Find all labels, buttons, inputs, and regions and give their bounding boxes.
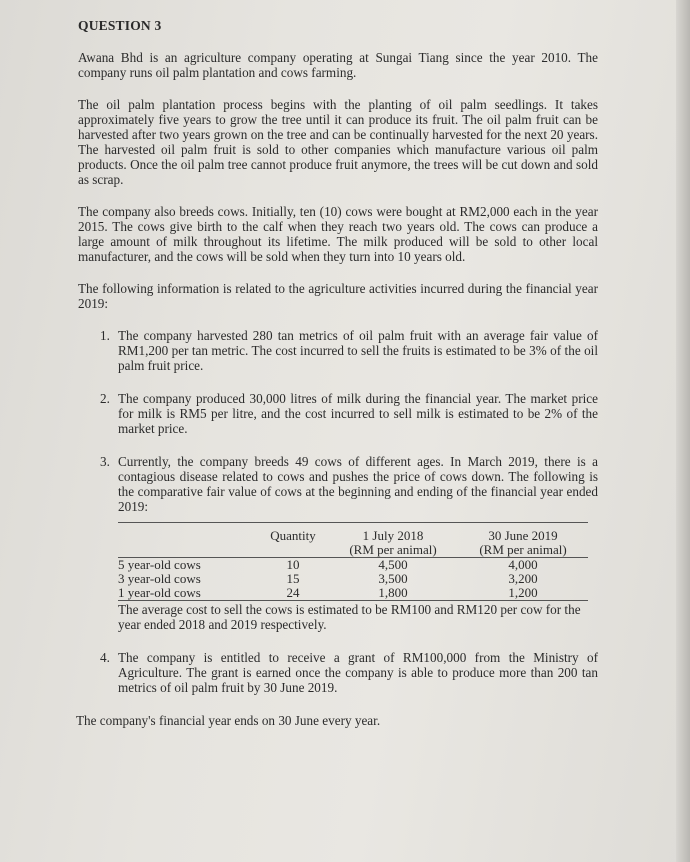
table-header-row [118, 522, 588, 543]
paper-edge [676, 0, 690, 862]
table-cell: 24 [286, 585, 300, 600]
item-number: 4. [100, 650, 110, 665]
list-item [78, 454, 598, 514]
table-row [118, 572, 588, 586]
table-cell: 3,200 [508, 571, 538, 586]
question-title: QUESTION 3 [78, 18, 162, 33]
item-text: Currently, the company breeds 49 cows of different ages. In March 2019, there is a contagious disease related to cows and pushes the price of cows down. The following is the comparative fair value of cows at the beginning and ending of the financial year ended 2019: [118, 454, 598, 514]
list-item [78, 328, 598, 373]
item-number: 2. [100, 391, 110, 406]
table-cell: 3,500 [378, 571, 408, 586]
item-text: The company is entitled to receive a grant of RM100,000 from the Ministry of Agriculture. The grant is earned once the company is able to produce more than 200 tan metrics of oil palm fruit by 30 June 2019. [118, 650, 598, 695]
table-note: The average cost to sell the cows is estimated to be RM100 and RM120 per cow for the year ended 2018 and 2019 respectively. [118, 602, 581, 632]
question-content [78, 18, 598, 729]
paragraph-cows: The company also breeds cows. Initially, ten (10) cows were bought at RM2,000 each in the year 2015. The cows give birth to the calf when they reach two years old. The cows can produce a large amount of milk throughout its lifetime. The milk produced will be sold to other local manufacturer, and the cows will be sold when they turn into 10 years old. [78, 204, 598, 264]
table-subheader-cell [118, 543, 258, 557]
table-header-cell: 1 July 2018 [362, 528, 424, 543]
info-list-continued [78, 650, 598, 695]
item-number: 1. [100, 328, 110, 343]
table-subheader-cell [258, 543, 328, 557]
paragraph-intro: Awana Bhd is an agriculture company operating at Sungai Tiang since the year 2010. The company runs oil palm plantation and cows farming. [78, 50, 598, 80]
table-subheader-row [118, 543, 588, 558]
list-item [78, 650, 598, 695]
table-subheader-cell: (RM per animal) [479, 542, 567, 557]
item-number: 3. [100, 454, 110, 469]
table-cell: 1,200 [508, 585, 538, 600]
item-text: The company produced 30,000 litres of milk during the financial year. The market price for milk is RM5 per litre, and the cost incurred to sell milk is estimated to be 2% of the market price. [118, 391, 598, 436]
cows-fair-value-table [118, 522, 588, 601]
table-cell: 5 year-old cows [118, 557, 201, 572]
table-cell: 1,800 [378, 585, 408, 600]
table-cell: 4,500 [378, 557, 408, 572]
table-cell: 1 year-old cows [118, 585, 201, 600]
table-header-cell: Quantity [270, 528, 316, 543]
table-subheader-cell: (RM per animal) [349, 542, 437, 557]
table-cell: 10 [286, 557, 300, 572]
table-header-cell [118, 529, 258, 543]
item-text: The company harvested 280 tan metrics of oil palm fruit with an average fair value of RM1,200 per tan metric. The cost incurred to sell the fruits is estimated to be 3% of the oil palm fruit price. [118, 328, 598, 373]
table-row [118, 586, 588, 601]
table-cell: 4,000 [508, 557, 538, 572]
footer-note: The company's financial year ends on 30 June every year. [76, 713, 381, 728]
paragraph-oil-palm: The oil palm plantation process begins with the planting of oil palm seedlings. It takes approximately five years to grow the tree until it can produce its fruit. The oil palm fruit can be harvested after two years grown on the tree and can be continually harvested for the next 20 years. The harvested oil palm fruit is sold to other companies which manufacture various oil palm products. Once the oil palm tree cannot produce fruit anymore, the trees will be cut down and sold as scrap. [78, 97, 598, 187]
info-list [78, 328, 598, 514]
table-row [118, 558, 588, 572]
table-cell: 3 year-old cows [118, 571, 201, 586]
table-cell: 15 [286, 571, 300, 586]
paragraph-info: The following information is related to the agriculture activities incurred during the financial year 2019: [78, 281, 598, 311]
list-item [78, 391, 598, 436]
table-header-cell: 30 June 2019 [488, 528, 558, 543]
